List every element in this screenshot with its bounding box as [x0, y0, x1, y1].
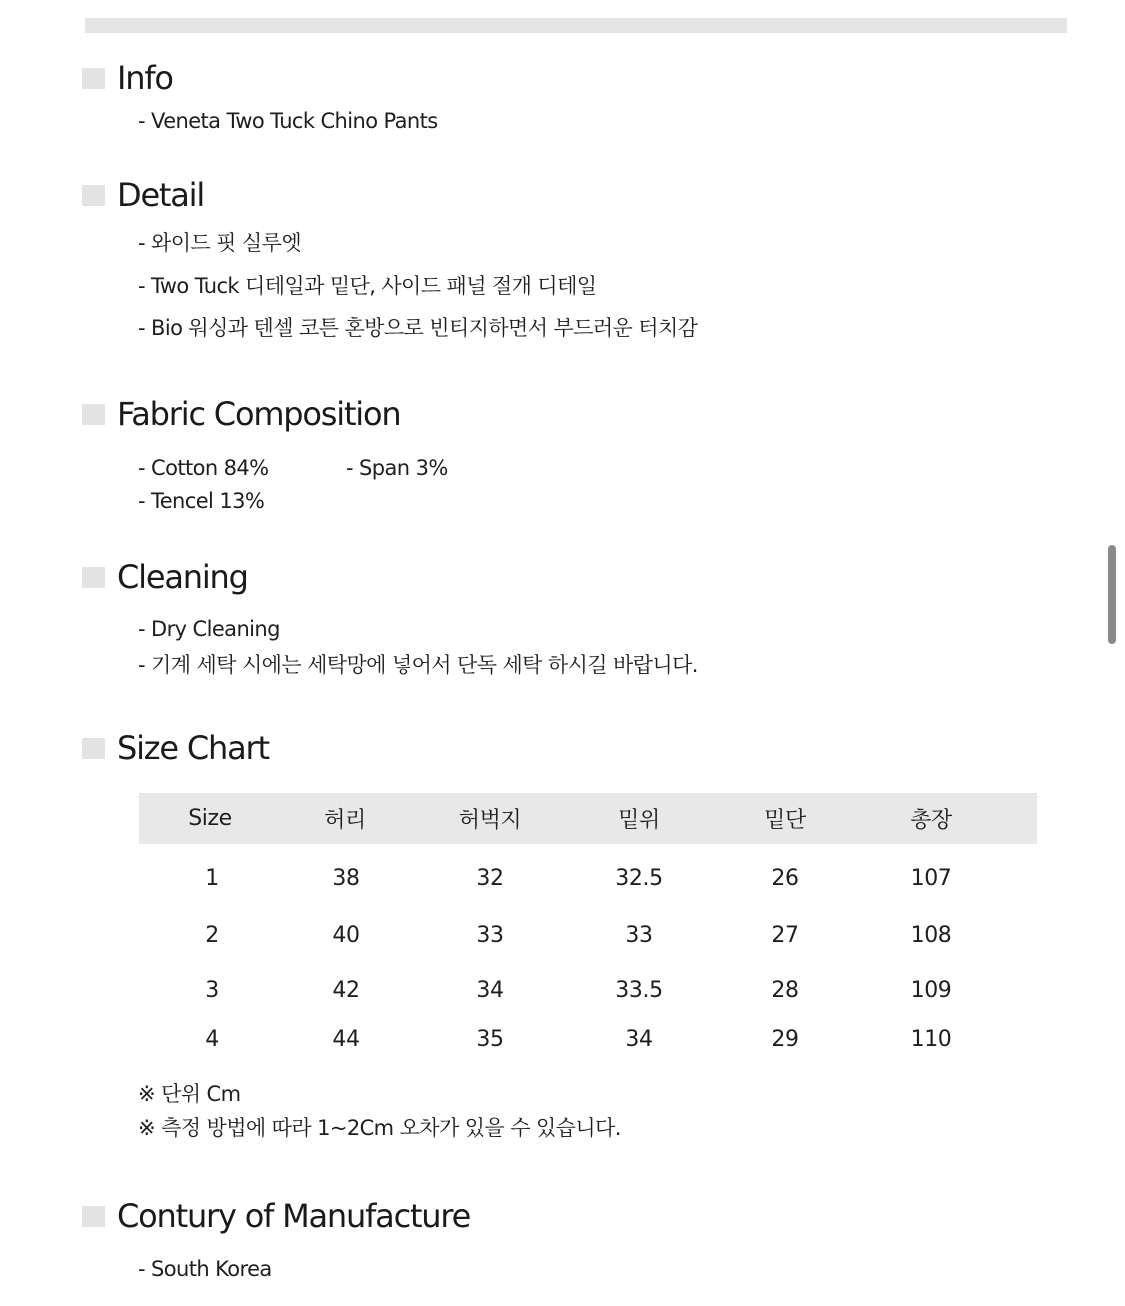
section-title-size-chart: Size Chart: [117, 729, 269, 767]
table-row: [139, 975, 1037, 1005]
section-title-detail: Detail: [117, 176, 205, 214]
section-marker: [82, 567, 105, 588]
table-cell: 35: [476, 1026, 504, 1052]
fabric-line: - Cotton 84%: [138, 456, 269, 480]
size-chart-header-cell: 허리: [324, 808, 366, 833]
table-cell: 34: [476, 977, 504, 1003]
table-cell: 42: [332, 977, 360, 1003]
table-cell: 34: [625, 1026, 653, 1052]
section-fabric-header: [82, 394, 400, 434]
table-cell: 33: [625, 922, 653, 948]
table-cell: 38: [332, 865, 360, 891]
section-title-fabric: Fabric Composition: [117, 395, 401, 433]
table-cell: 26: [771, 865, 799, 891]
table-cell: 1: [205, 865, 219, 891]
section-cleaning-header: [82, 557, 248, 597]
table-cell: 4: [205, 1026, 219, 1052]
cleaning-line: - Dry Cleaning: [138, 617, 280, 641]
table-cell: 108: [910, 922, 952, 948]
section-marker: [82, 68, 105, 89]
table-cell: 107: [910, 865, 952, 891]
table-cell: 44: [332, 1026, 360, 1052]
table-row: [139, 1024, 1037, 1054]
table-cell: 3: [205, 977, 219, 1003]
section-marker: [82, 185, 105, 206]
table-cell: 109: [910, 977, 952, 1003]
detail-line: - Two Tuck 디테일과 밑단, 사이드 패널 절개 디테일: [138, 274, 597, 298]
size-chart-header-cell: 허벅지: [458, 808, 522, 833]
table-cell: 33.5: [615, 977, 663, 1003]
scrollbar[interactable]: [1108, 545, 1116, 644]
section-marker: [82, 404, 105, 425]
detail-line: - 와이드 핏 실루엣: [138, 231, 302, 255]
section-marker: [82, 738, 105, 759]
table-cell: 2: [205, 922, 219, 948]
section-title-info: Info: [117, 59, 173, 97]
section-marker: [82, 1206, 105, 1227]
table-cell: 29: [771, 1026, 799, 1052]
size-chart-table: [139, 793, 1037, 1063]
table-cell: 28: [771, 977, 799, 1003]
fabric-line: - Tencel 13%: [138, 489, 265, 513]
table-cell: 40: [332, 922, 360, 948]
detail-line: - Bio 워싱과 텐셀 코튼 혼방으로 빈티지하면서 부드러운 터치감: [138, 316, 698, 340]
size-chart-note: ※ 단위 Cm: [138, 1082, 241, 1106]
manufacture-line: - South Korea: [138, 1257, 272, 1281]
section-title-manufacture: Contury of Manufacture: [117, 1197, 471, 1235]
fabric-line: - Span 3%: [346, 456, 448, 480]
table-cell: 27: [771, 922, 799, 948]
info-line: - Veneta Two Tuck Chino Pants: [138, 109, 438, 133]
section-detail-header: [82, 175, 204, 215]
size-chart-header-cell: 밑위: [618, 808, 660, 833]
table-row: [139, 920, 1037, 950]
table-cell: 110: [910, 1026, 952, 1052]
table-cell: 32: [476, 865, 504, 891]
cleaning-line: - 기계 세탁 시에는 세탁망에 넣어서 단독 세탁 하시길 바랍니다.: [138, 653, 698, 677]
section-info-header: [82, 58, 173, 98]
size-chart-header-cell: Size: [188, 806, 232, 831]
size-chart-note: ※ 측정 방법에 따라 1~2Cm 오차가 있을 수 있습니다.: [138, 1116, 621, 1140]
size-chart-header-row: [139, 793, 1037, 844]
table-row: [139, 863, 1037, 893]
section-size-chart-header: [82, 728, 269, 768]
size-chart-header-cell: 총장: [910, 808, 952, 833]
top-divider: [85, 18, 1067, 33]
size-chart-header-cell: 밑단: [764, 808, 806, 833]
section-title-cleaning: Cleaning: [117, 558, 248, 596]
section-manufacture-header: [82, 1196, 470, 1236]
table-cell: 32.5: [615, 865, 663, 891]
table-cell: 33: [476, 922, 504, 948]
